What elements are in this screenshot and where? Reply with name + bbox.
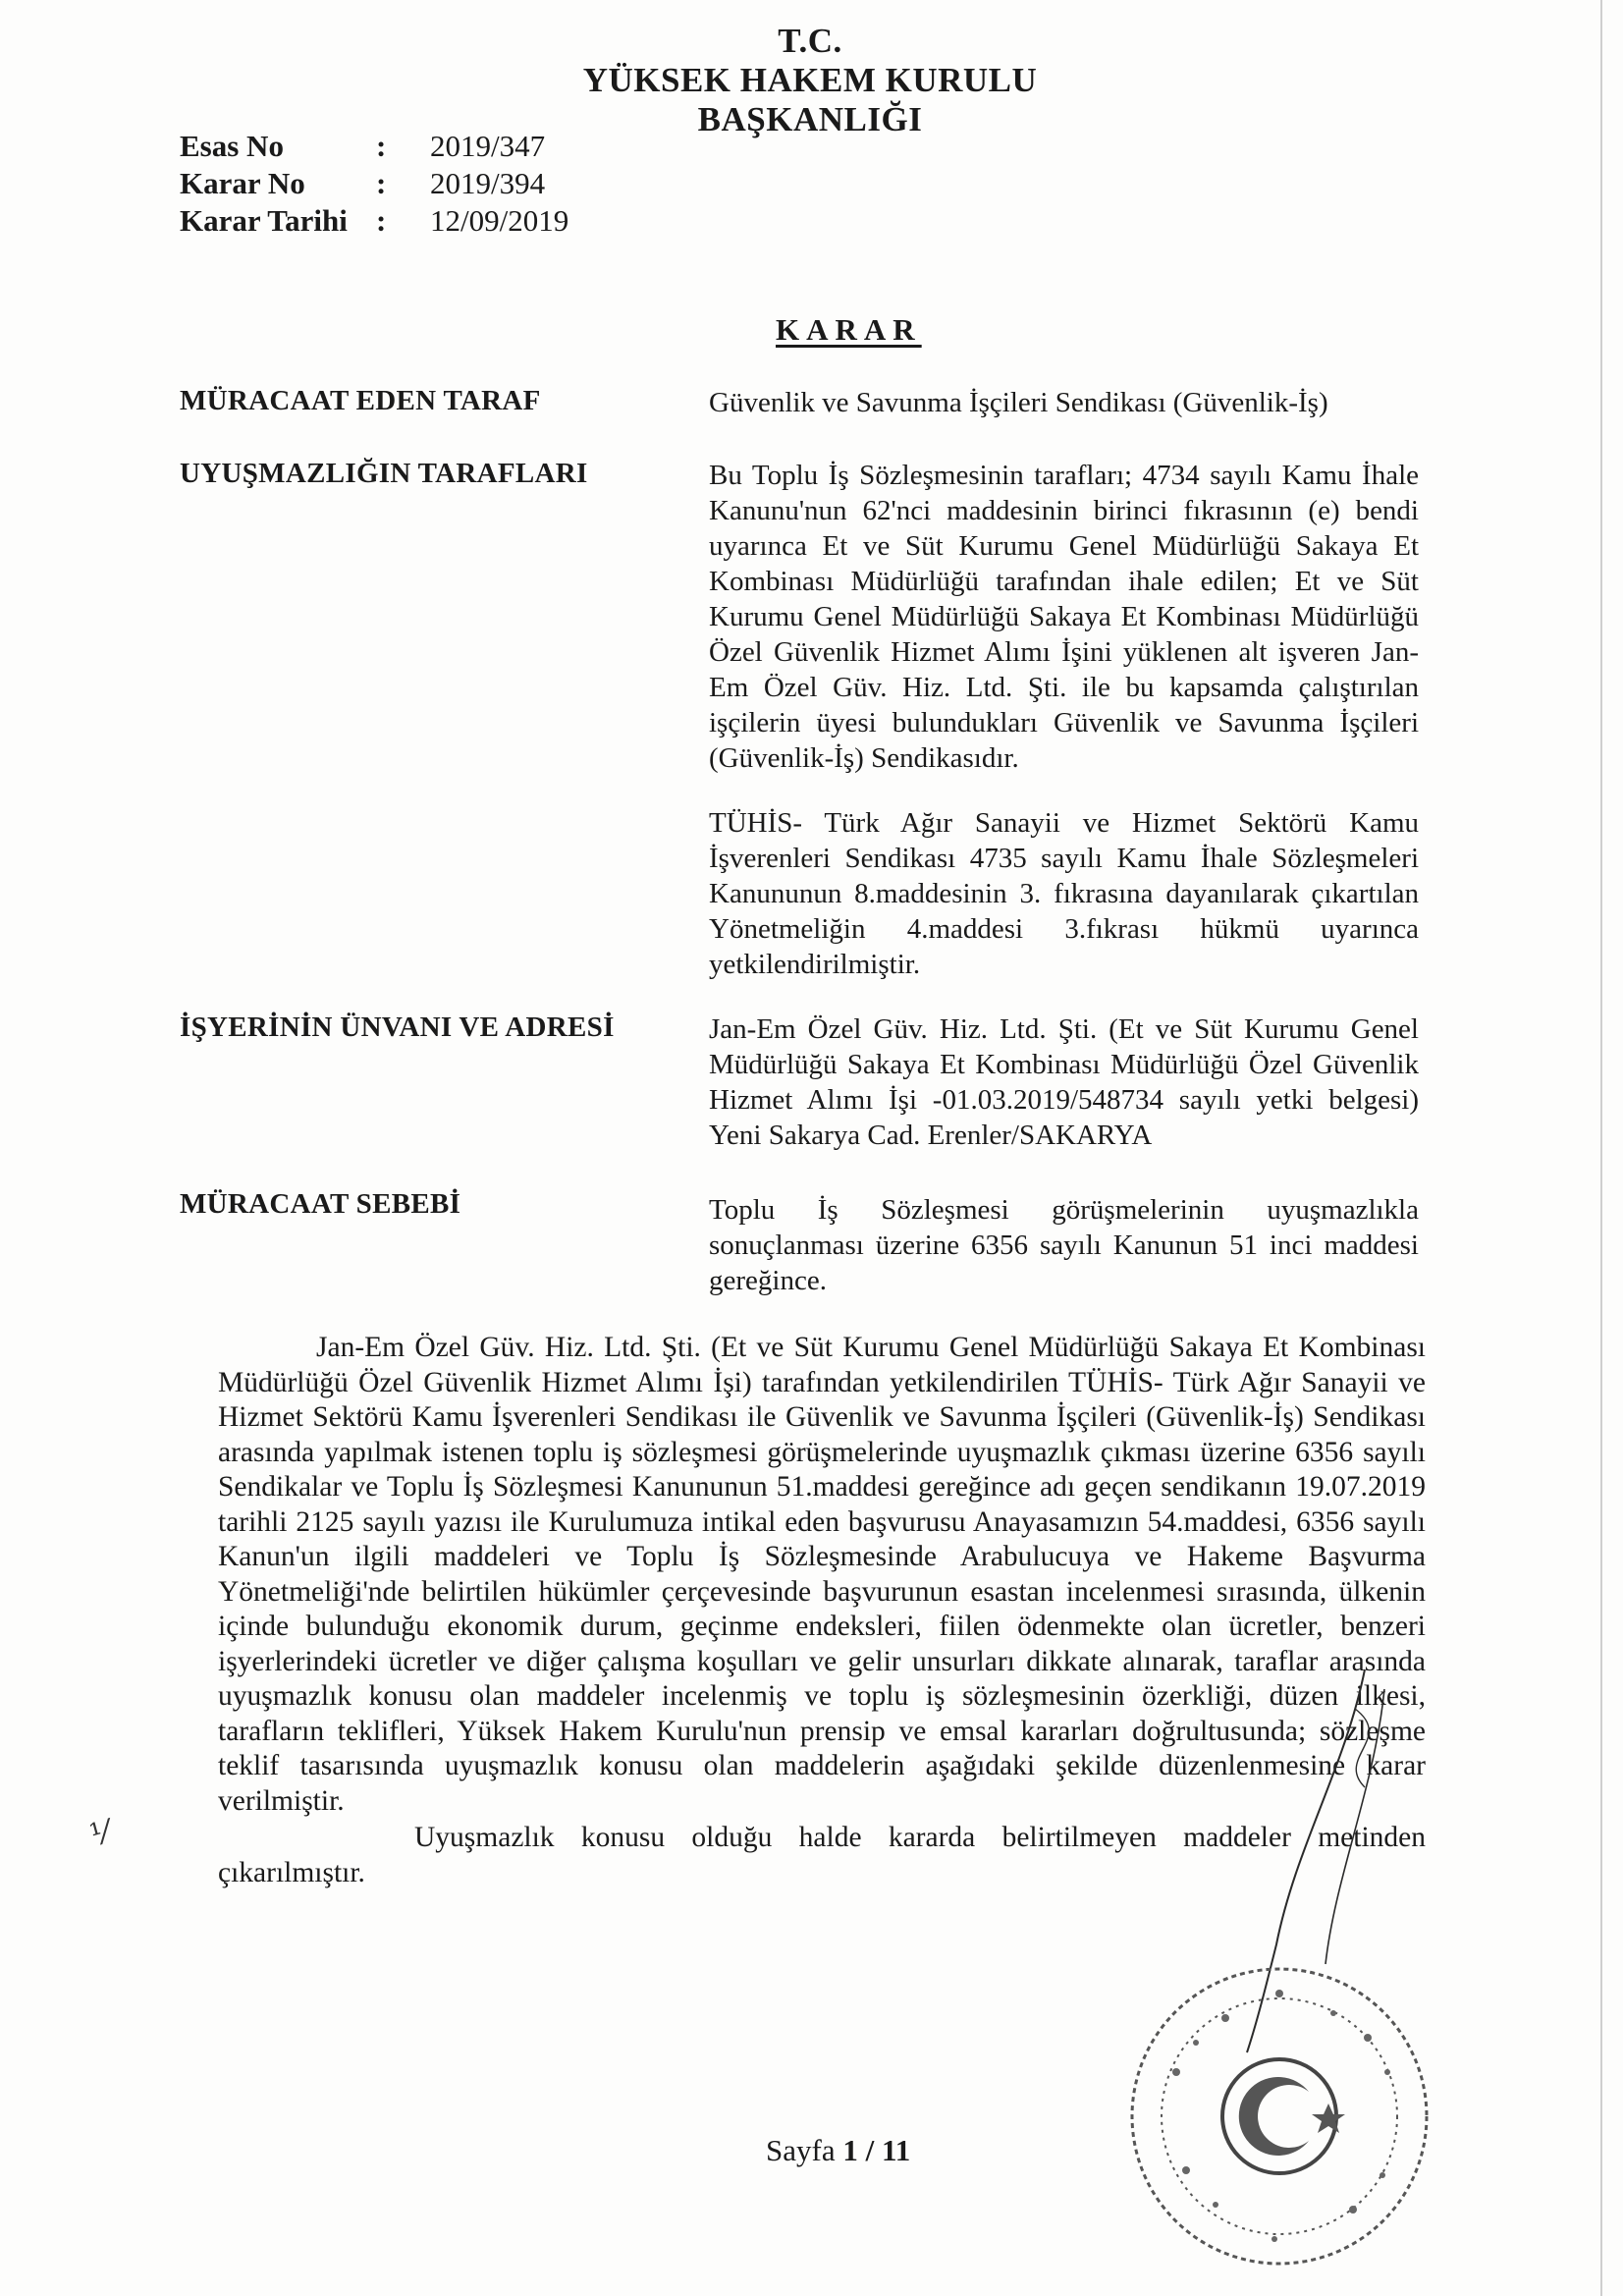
header-line-institution: YÜKSEK HAKEM KURULU — [582, 61, 1038, 99]
karar-row — [180, 165, 568, 202]
karar-label: Karar No — [180, 166, 305, 200]
esas-label: Esas No — [180, 129, 284, 163]
sebep-text: Toplu İş Sözleşmesi görüşmelerinin uyuşmazlıkla sonuçlanması üzerine 6356 sayılı Kanunun 51 inci maddesi gereğince. — [709, 1194, 1419, 1296]
decision-title: KARAR — [776, 312, 922, 347]
header-line-tc: T.C. — [778, 22, 842, 60]
margin-handwritten-mark: ⅟ — [85, 1814, 113, 1853]
body-paragraph-1-text: Jan-Em Özel Güv. Hiz. Ltd. Şti. (Et ve Süt Kurumu Genel Müdürlüğü Sakaya Et Kombinası Müdürlüğü Özel Güvenlik Hizmet Alımı İşi) tarafından yetkilendirilen TÜHİS- Türk Ağır Sanayii ve Hizmet Sektörü Kamu İşverenleri Sendikası ile Güvenlik ve Savunma İşçileri (Güvenlik-İş) Sendikası arasında yapılmak istenen toplu iş sözleşmesi görüşmelerinde uyuşmazlık çıkması üzerine 6356 sayılı Sendikalar ve Toplu İş Sözleşmesi Kanununun 51.maddesi gereğince adı geçen sendikanın 19.07.2019 tarihli 2125 sayılı yazısı ile Kurulumuza intikal eden başvurusu Anayasamızın 54.maddesi, 6356 sayılı Kanun'un ilgili maddeleri ve Toplu İş Sözleşmesinde Arabulucuya ve Hakeme Başvurma Yönetmeliği'nde belirtilen hükümler çerçevesinde başvurunun esastan incelenmesi sırasında, ülkenin içinde bulunduğu ekonomik durum, geçinme endeksleri, fiilen ödenmekte olan ücretler, benzeri işyerlerindeki ücretler ve diğer çalışma koşulları ve gelir unsurları dikkate alınarak, taraflar arasında uyuşmazlık konusu olan maddeler incelenmiş ve toplu iş sözleşmesinin özerkliği, düzen ilkesi, tarafların teklifleri, Yüksek Hakem Kurulu'nun prensip ve emsal kararları doğrultusunda; sözleşme teklif tasarısında uyuşmazlık konusu olan maddelerin aşağıdaki şekilde düzenlenmesine karar verilmiştir. — [218, 1332, 1426, 1817]
sebep-label: MÜRACAAT SEBEBİ — [180, 1188, 461, 1220]
karar-value: 2019/394 — [430, 166, 546, 200]
muracaat-eden-label: MÜRACAAT EDEN TARAF — [180, 385, 541, 416]
page-total: 11 — [881, 2133, 911, 2167]
official-seal-stamp — [1117, 1954, 1441, 2278]
muracaat-eden-text: Güvenlik ve Savunma İşçileri Sendikası (Güvenlik-İş) — [709, 387, 1328, 418]
isyeri-label: İŞYERİNİN ÜNVANI VE ADRESİ — [180, 1011, 615, 1043]
colon: : — [376, 203, 387, 238]
page-footer — [766, 2133, 910, 2168]
page-separator: / — [865, 2133, 875, 2167]
taraflar-label: UYUŞMAZLIĞIN TARAFLARI — [180, 458, 588, 489]
scan-edge-line — [1600, 0, 1602, 2296]
isyeri-text: Jan-Em Özel Güv. Hiz. Ltd. Şti. (Et ve Süt Kurumu Genel Müdürlüğü Sakaya Et Kombinası Müdürlüğü Özel Güvenlik Hizmet Alımı İşi -01.03.2019/548734 sayılı yetki belgesi) Yeni Sakarya Cad. Erenler/SAKARYA — [709, 1013, 1419, 1151]
document-header — [550, 22, 1070, 139]
tarih-value: 12/09/2019 — [430, 203, 569, 238]
taraflar-text-2: TÜHİS- Türk Ağır Sanayii ve Hizmet Sektörü Kamu İşverenleri Sendikası 4735 sayılı Kamu İhale Sözleşmeleri Kanununun 8.maddesinin 3. fıkrasına dayanılarak çıkartılan Yönetmeliğin 4.maddesi 3.fıkrası hükmü uyarınca yetkilendirilmiştir. — [709, 807, 1419, 980]
body-paragraph-2-text: Uyuşmazlık konusu olduğu halde kararda belirtilmeyen maddeler metinden çıkarılmıştır. — [218, 1822, 1426, 1888]
esas-row — [180, 128, 568, 165]
page-current: 1 — [842, 2133, 858, 2167]
taraflar-text-1: Bu Toplu İş Sözleşmesinin tarafları; 4734 sayılı Kamu İhale Kanunu'nun 62'nci maddesinin birinci fıkrasının (e) bendi uyarınca Et ve Süt Kurumu Genel Müdürlüğü Sakaya Et Kombinası Müdürlüğü tarafından ihale edilen; Et ve Süt Kurumu Genel Müdürlüğü Sakaya Et Kombinası Müdürlüğü Özel Güvenlik Hizmet Alımı İşini yüklenen alt işveren Jan-Em Özel Güv. Hiz. Ltd. Şti. ile bu kapsamda çalıştırılan işçilerin üyesi bulundukları Güvenlik ve Savunma İşçileri (Güvenlik-İş) Sendikasıdır. — [709, 460, 1419, 774]
case-metadata — [180, 128, 568, 240]
tarih-label: Karar Tarihi — [180, 203, 348, 238]
header-line-office: BAŞKANLIĞI — [697, 100, 923, 138]
esas-value: 2019/347 — [430, 129, 546, 163]
colon: : — [376, 166, 387, 200]
page-label: Sayfa — [766, 2133, 836, 2167]
tarih-row — [180, 202, 568, 240]
colon: : — [376, 129, 387, 163]
